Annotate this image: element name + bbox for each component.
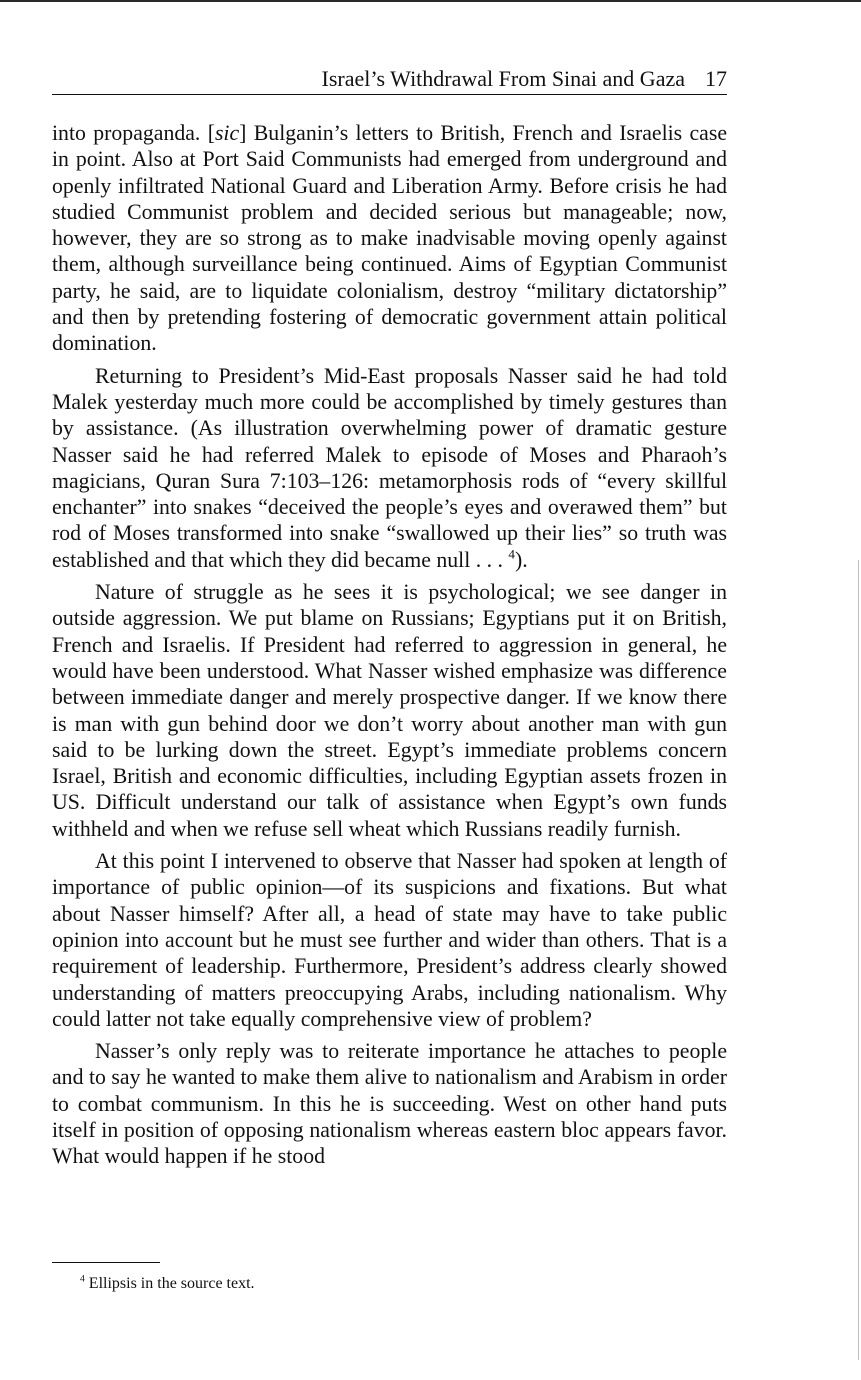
paragraph-2: Returning to President’s Mid-East proposals Nasser said he had told Malek yesterday much more could be accomplished by timely gestures than by assistance. (As illustration overwhelming power of dramatic gesture Nasser said he had referred Malek to episode of Moses and Pharaoh’s magicians, Quran Sura 7:103–126: metamorphosis rods of “every skillful enchanter” into snakes “deceived the people’s eyes and overawed them” but rod of Moses transformed into snake “swallowed up their lies” so truth was established and that which they did became null . . . $^4$).: [52, 363, 727, 572]
footnote-reference: 4: [508, 546, 515, 562]
footnote-rule: [52, 1262, 160, 1263]
page-edge: [0, 0, 861, 2]
paragraph-4: At this point I intervened to observe that Nasser had spoken at length of importance of public opinion—of its suspicions and fixations. But what about Nasser himself? After all, a head of state may have to take public opinion into account but he must see further and wider than others. That is a requirement of leadership. Furthermore, President’s address clearly showed understanding of matters preoccupying Arabs, including nationalism. Why could latter not take equally comprehensive view of problem?: [52, 849, 727, 1031]
paragraph-5: Nasser’s only reply was to reiterate importance he attaches to people and to say he wanted to make them alive to nationalism and Arabism in order to combat communism. In this he is succeeding. West on other hand puts itself in position of opposing nationalism whereas eastern bloc appears favor. What would happen if he stood: [52, 1039, 727, 1169]
sic-marker: sic: [214, 121, 240, 145]
body-text: [52, 120, 727, 1170]
footnote-text: Ellipsis in the source text.: [84, 1275, 255, 1292]
running-head-title: Israel’s Withdrawal From Sinai and Gaza: [321, 66, 685, 91]
running-head: [52, 64, 727, 95]
paragraph-3: Nature of struggle as he sees it is psychological; we see danger in outside aggression. We put blame on Russians; Egyptians put it on British, French and Israelis. If President had referred to aggression in general, he would have been understood. What Nasser wished emphasize was difference between immediate danger and merely prospective danger. If we know there is man with gun behind door we don’t worry about another man with gun said to be lurking down the street. Egypt’s immediate problems concern Israel, British and economic difficulties, including Egyptian assets frozen in US. Difficult understand our talk of assistance when Egypt’s own funds withheld and when we refuse sell wheat which Russians readily furnish.: [52, 580, 727, 841]
footnote: [80, 1274, 255, 1294]
page-edge-right: [858, 560, 859, 1360]
page-number: 17: [705, 66, 727, 91]
footnote-marker: 4: [80, 1273, 85, 1285]
paragraph-1: into propaganda. [sic] Bulganin’s letters to British, French and Israelis case in point. Also at Port Said Communists had emerged from underground and openly infiltrated National Guard and Liberation Army. Before crisis he had studied Communist problem and decided serious but manageable; now, however, they are so strong as to make inadvisable moving openly against them, although surveillance being continued. Aims of Egyptian Communist party, he said, are to liquidate colonialism, destroy “military dictatorship” and then by pretending fostering of democratic government attain political domination.: [52, 121, 727, 356]
